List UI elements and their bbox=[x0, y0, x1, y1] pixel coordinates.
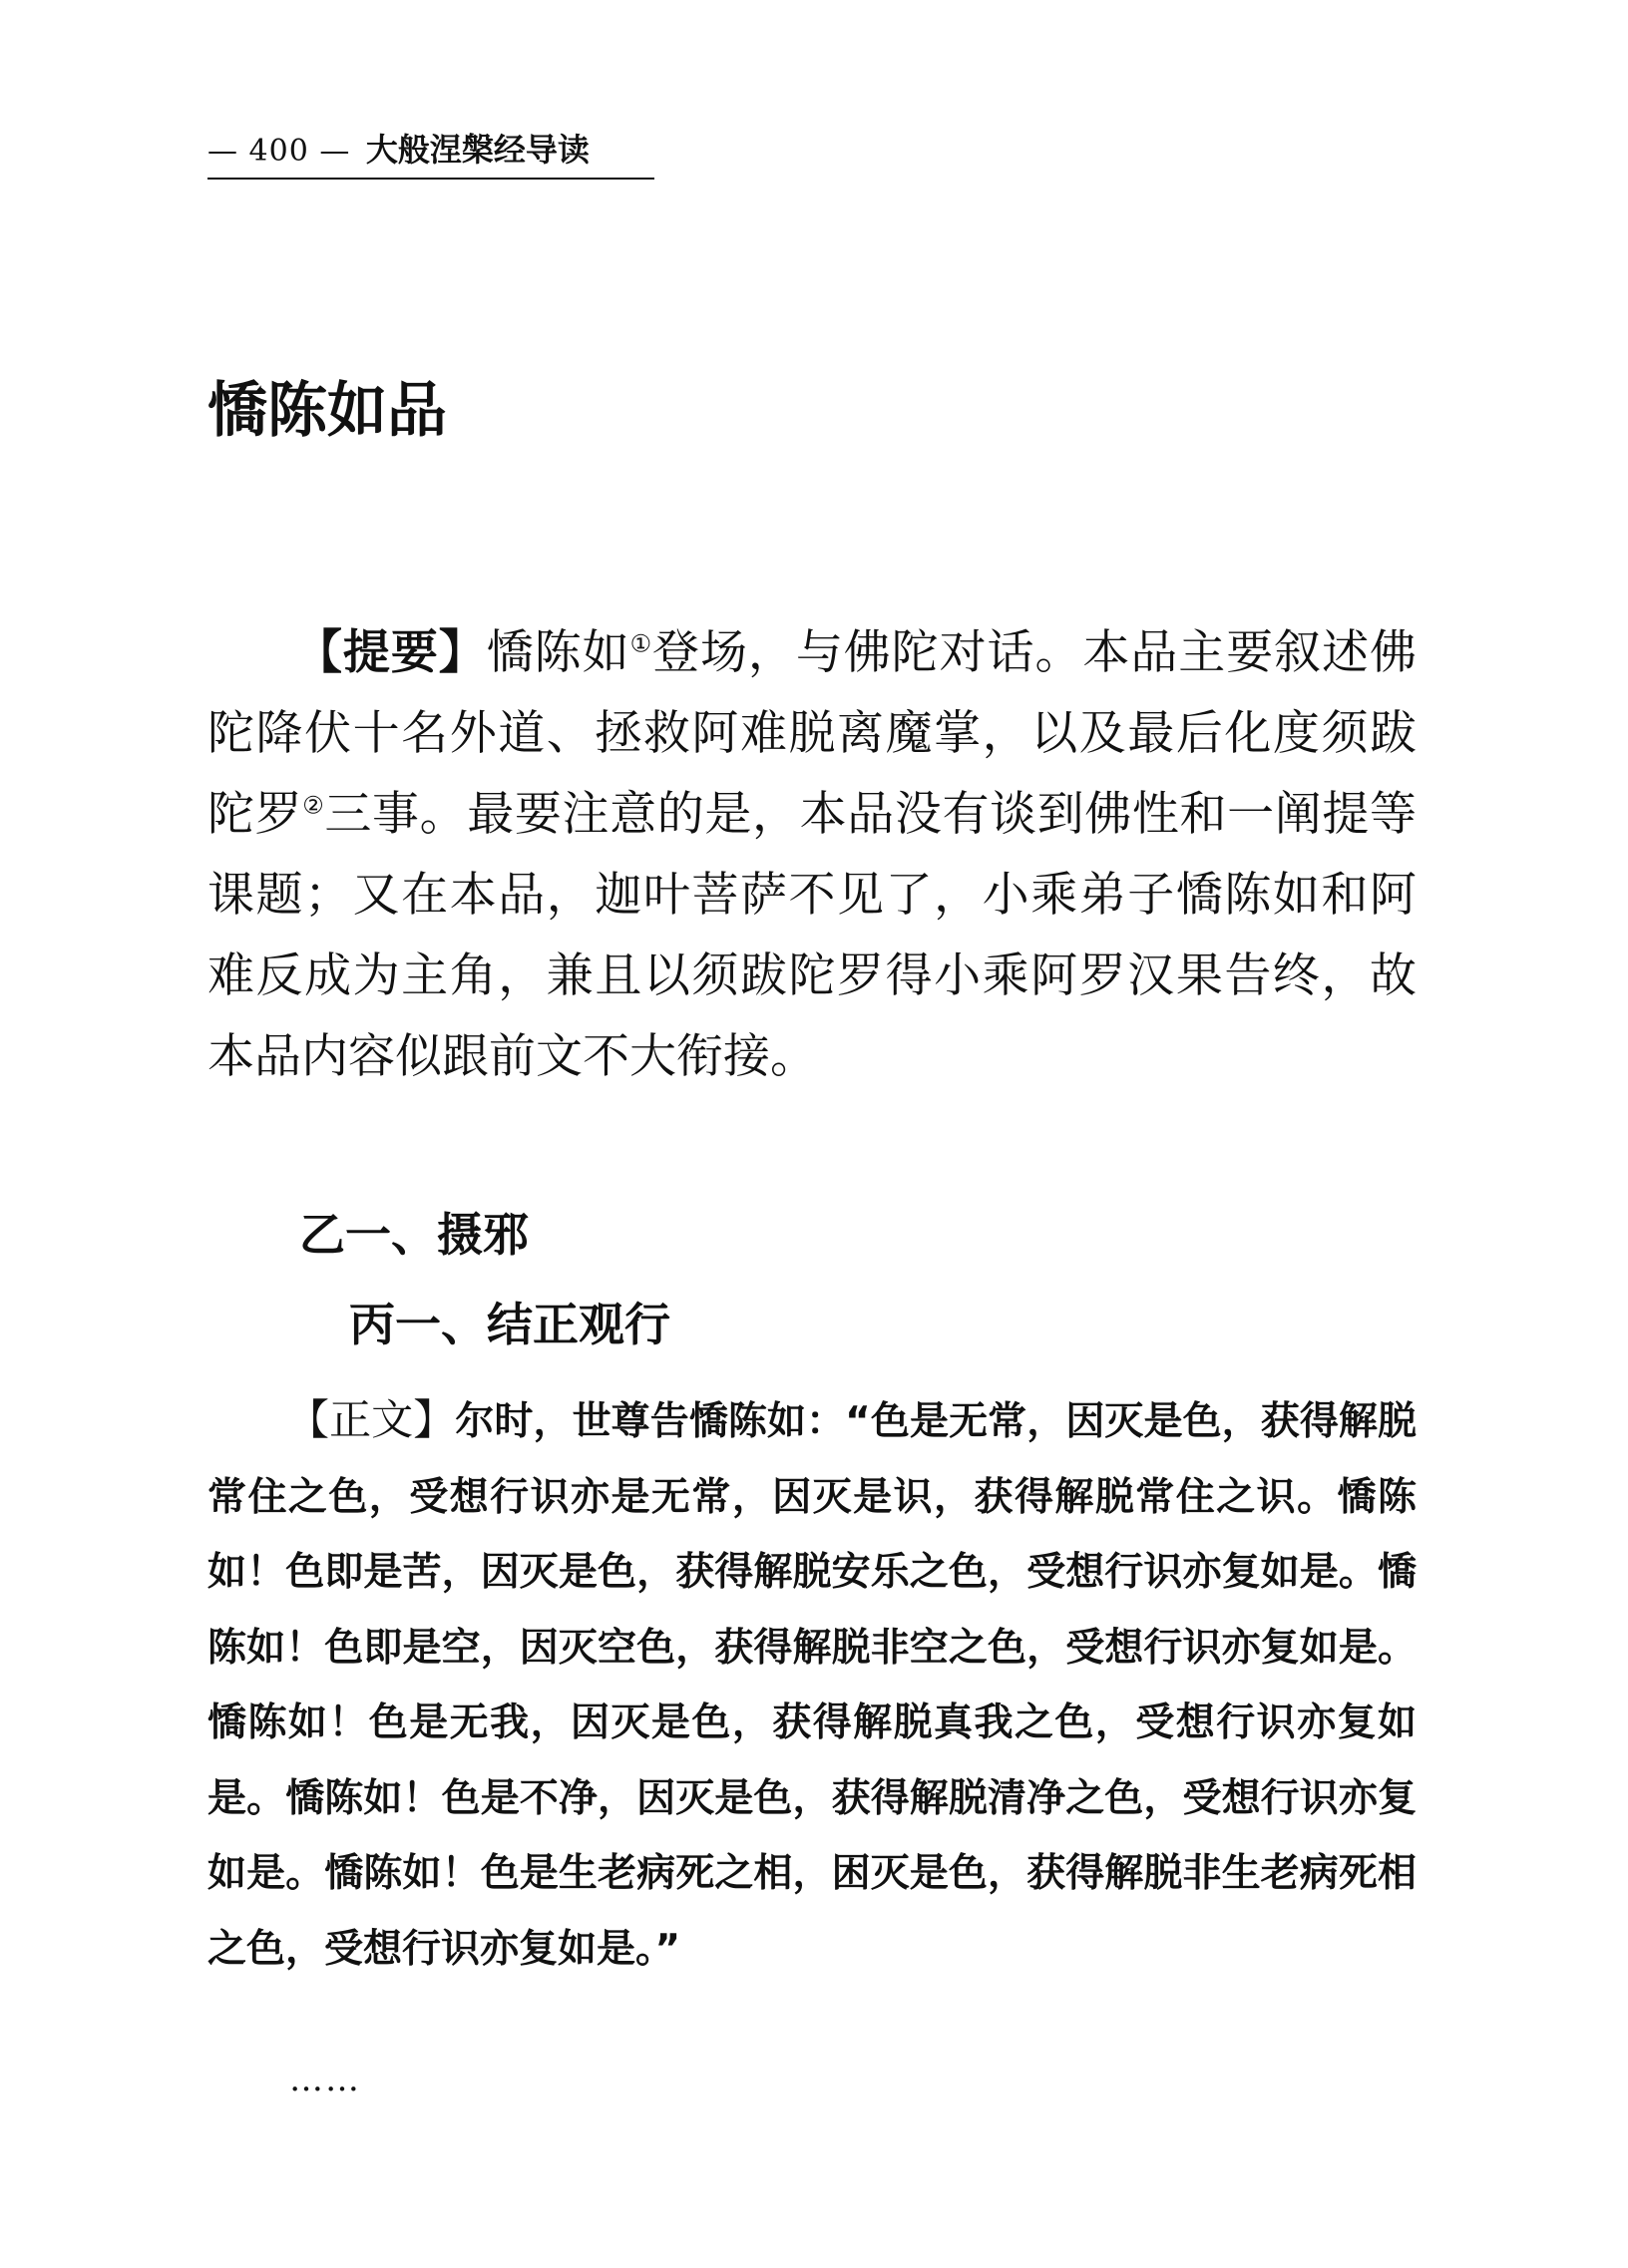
summary-text-part1: 憍陈如 bbox=[486, 625, 630, 680]
ellipsis: …… bbox=[289, 2060, 361, 2099]
summary-paragraph bbox=[207, 612, 1417, 1097]
chapter-title: 憍陈如品 bbox=[207, 376, 447, 446]
running-header bbox=[207, 130, 654, 180]
section-heading-level2: 丙一、结正观行 bbox=[349, 1298, 670, 1351]
main-text-body: 尔时，世尊告憍陈如：“色是无常，因灭是色，获得解脱常住之色，受想行识亦是无常，因灭是识，获得解脱常住之识。憍陈如！色即是苦，因灭是色，获得解脱安乐之色，受想行识亦复如是。憍陈如！色即是空，因灭空色，获得解脱非空之色，受想行识亦复如是。憍陈如！色是无我，因灭是色，获得解脱真我之色，受想行识亦复如是。憍陈如！色是不净，因灭是色，获得解脱清净之色，受想行识亦复如是。憍陈如！色是生老病死之相，困灭是色，获得解脱非生老病死相之色，受想行识亦复如是。” bbox=[207, 1399, 1417, 1972]
section-heading-level1: 乙一、摄邪 bbox=[299, 1208, 529, 1262]
summary-text-part3: 三事。最要注意的是，本品没有谈到佛性和一阐提等课题；又在本品，迦叶菩萨不见了，小乘弟子憍陈如和阿难反成为主角，兼且以须跋陀罗得小乘阿罗汉果告终，故本品内容似跟前文不大衔接。 bbox=[207, 787, 1418, 1084]
summary-text-part2: 登场，与佛陀对话。本品主要叙述佛陀降伏十名外道、拯救阿难脱离魔掌，以及最后化度须跋陀罗 bbox=[207, 625, 1418, 842]
footnote-marker-1: ① bbox=[629, 629, 653, 658]
main-text-label: 【正文】 bbox=[287, 1395, 456, 1444]
book-title: 大般涅槃经导读 bbox=[365, 131, 590, 169]
footnote-marker-2: ② bbox=[302, 791, 325, 820]
summary-label: 【提要】 bbox=[295, 625, 487, 680]
page-number: — 400 — bbox=[207, 134, 351, 169]
main-text-paragraph bbox=[207, 1382, 1417, 1987]
